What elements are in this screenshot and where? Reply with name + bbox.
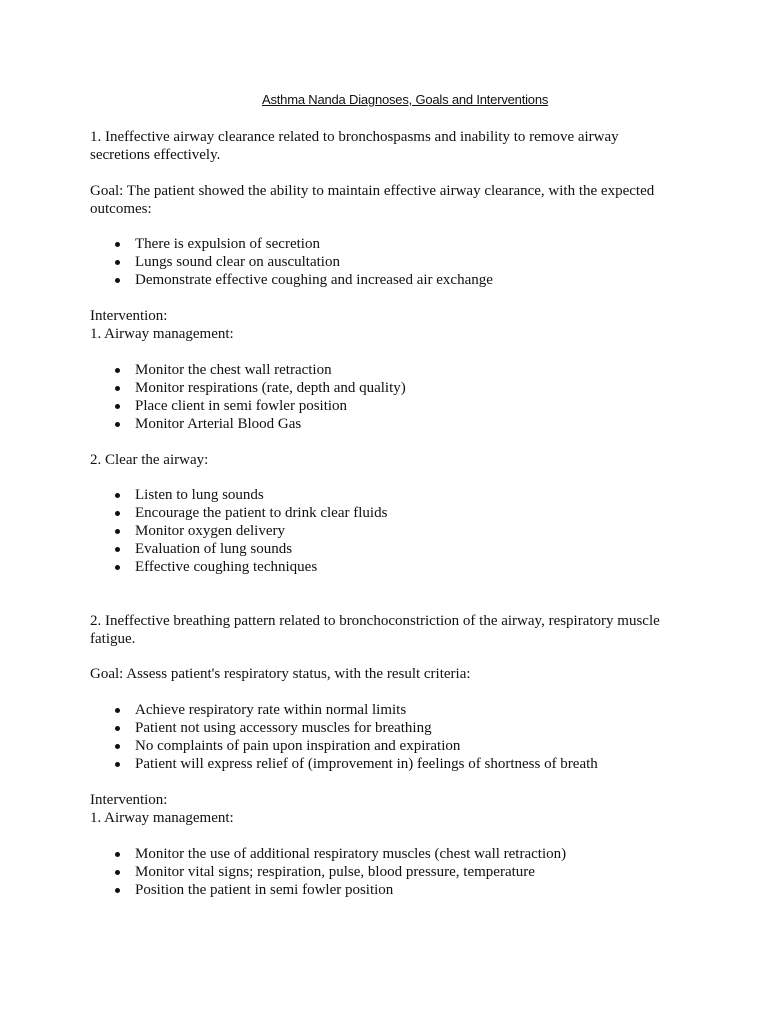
bullet-icon — [115, 708, 120, 713]
list-item: Monitor the use of additional respiratory muscles (chest wall retraction) — [111, 845, 566, 863]
bullet-icon — [115, 547, 120, 552]
bullet-icon — [115, 404, 120, 409]
diagnosis-2-airway-management-list — [111, 845, 566, 899]
diagnosis-2-statement: 2. Ineffective breathing pattern related to bronchoconstriction of the airway, respiratory muscle fatigue. — [90, 613, 660, 647]
list-item: No complaints of pain upon inspiration and expiration — [111, 737, 598, 755]
bullet-icon — [115, 386, 120, 391]
list-item: Listen to lung sounds — [111, 486, 387, 504]
list-item: Monitor vital signs; respiration, pulse, blood pressure, temperature — [111, 863, 566, 881]
bullet-icon — [115, 493, 120, 498]
list-item: Achieve respiratory rate within normal limits — [111, 701, 598, 719]
bullet-icon — [115, 726, 120, 731]
bullet-icon — [115, 529, 120, 534]
list-item: Monitor respirations (rate, depth and quality) — [111, 379, 406, 397]
document-title: Asthma Nanda Diagnoses, Goals and Interventions — [262, 92, 549, 107]
diagnosis-2-goal: Goal: Assess patient's respiratory status, with the result criteria: — [90, 666, 471, 682]
list-item: Place client in semi fowler position — [111, 397, 406, 415]
diagnosis-1-clear-airway-list — [111, 486, 387, 576]
bullet-icon — [115, 762, 120, 767]
bullet-icon — [115, 368, 120, 373]
list-item: Patient not using accessory muscles for breathing — [111, 719, 598, 737]
diagnosis-1-statement: 1. Ineffective airway clearance related to bronchospasms and inability to remove airway secretions effectively. — [90, 129, 619, 163]
list-item: Lungs sound clear on auscultation — [111, 253, 493, 271]
bullet-icon — [115, 260, 120, 265]
list-item: Evaluation of lung sounds — [111, 540, 387, 558]
diagnosis-1-goal: Goal: The patient showed the ability to maintain effective airway clearance, with the expected outcomes: — [90, 183, 655, 217]
list-item: Monitor the chest wall retraction — [111, 361, 406, 379]
bullet-icon — [115, 870, 120, 875]
bullet-icon — [115, 565, 120, 570]
bullet-icon — [115, 744, 120, 749]
diagnosis-1-goal-list — [111, 235, 493, 289]
diagnosis-1-clear-airway-label: 2. Clear the airway: — [90, 452, 209, 468]
diagnosis-2-intervention-label: Intervention: — [90, 792, 168, 808]
diagnosis-1-airway-management-label: 1. Airway management: — [90, 326, 234, 342]
bullet-icon — [115, 242, 120, 247]
list-item: Position the patient in semi fowler position — [111, 881, 566, 899]
list-item: Monitor oxygen delivery — [111, 522, 387, 540]
list-item: There is expulsion of secretion — [111, 235, 493, 253]
bullet-icon — [115, 278, 120, 283]
list-item: Demonstrate effective coughing and increased air exchange — [111, 271, 493, 289]
list-item: Monitor Arterial Blood Gas — [111, 415, 406, 433]
diagnosis-1-airway-management-list — [111, 361, 406, 433]
list-item: Encourage the patient to drink clear fluids — [111, 504, 387, 522]
bullet-icon — [115, 852, 120, 857]
bullet-icon — [115, 422, 120, 427]
diagnosis-1-intervention-label: Intervention: — [90, 308, 168, 324]
list-item: Effective coughing techniques — [111, 558, 387, 576]
bullet-icon — [115, 888, 120, 893]
list-item: Patient will express relief of (improvement in) feelings of shortness of breath — [111, 755, 598, 773]
diagnosis-2-airway-management-label: 1. Airway management: — [90, 810, 234, 826]
bullet-icon — [115, 511, 120, 516]
diagnosis-2-goal-list — [111, 701, 598, 773]
